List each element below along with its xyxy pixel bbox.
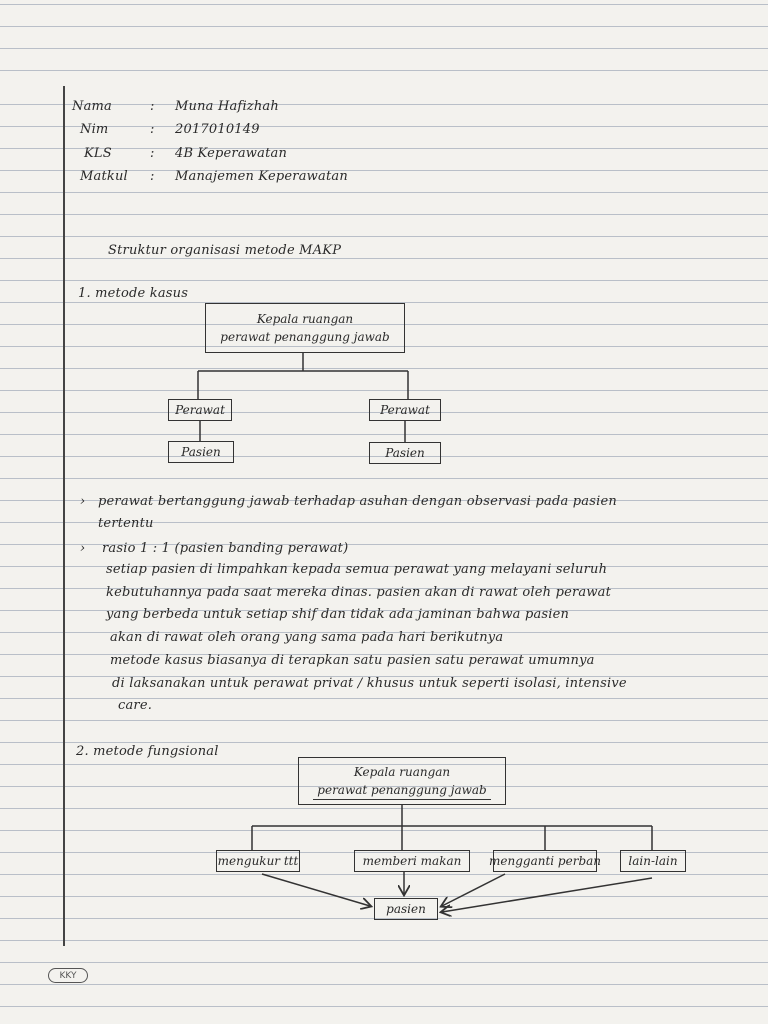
paragraph-line: setiap pasien di limpahkan kepada semua perawat yang melayani seluruh <box>106 562 608 577</box>
section1-patient-label: Pasien <box>385 446 425 460</box>
bullet-line: rasio 1 : 1 (pasien banding perawat) <box>102 541 349 556</box>
paragraph-line: akan di rawat oleh orang yang sama pada hari berikutnya <box>110 630 504 645</box>
section2-task-label: lain-lain <box>628 854 678 868</box>
section2-task-label: memberi makan <box>362 854 462 868</box>
section2-task-label: mengukur ttt <box>217 854 299 868</box>
bullet-line: tertentu <box>98 516 154 531</box>
bullet-mark: › <box>80 541 86 556</box>
paragraph-line: metode kasus biasanya di terapkan satu pasien satu perawat umumnya <box>110 653 595 668</box>
header-label-matkul: Matkul <box>80 169 128 184</box>
header-sep: : <box>150 169 155 184</box>
bullet-mark: › <box>80 494 86 509</box>
header-sep: : <box>150 99 155 114</box>
section2-head-line2: perawat penanggung jawab <box>313 781 490 800</box>
section1-nurse-label: Perawat <box>175 403 225 417</box>
section1-heading: 1. metode kasus <box>78 286 189 301</box>
header-value-kls: 4B Keperawatan <box>175 146 288 161</box>
arrow-line <box>442 874 505 906</box>
paragraph-line: yang berbeda untuk setiap shif dan tidak ada jaminan bahwa pasien <box>106 607 570 622</box>
header-label-kls: KLS <box>84 146 112 161</box>
header-label-nama: Nama <box>72 99 113 114</box>
section2-patient-label: pasien <box>386 902 426 916</box>
notebook-brand-badge: KKY <box>48 968 88 983</box>
arrow-line <box>262 874 370 906</box>
header-sep: : <box>150 146 155 161</box>
arrow-line <box>442 878 652 912</box>
page-title: Struktur organisasi metode MAKP <box>108 243 342 258</box>
header-value-nama: Muna Hafizhah <box>175 99 279 114</box>
paragraph-line: di laksanakan untuk perawat privat / khusus untuk seperti isolasi, intensive <box>112 676 627 691</box>
header-value-nim: 2017010149 <box>175 122 260 137</box>
section1-nurse-label: Perawat <box>380 403 430 417</box>
paragraph-line: care. <box>118 698 153 713</box>
section1-head-line2: perawat penanggung jawab <box>220 330 390 344</box>
paragraph-line: kebutuhannya pada saat mereka dinas. pasien akan di rawat oleh perawat <box>106 585 612 600</box>
header-sep: : <box>150 122 155 137</box>
bullet-line: perawat bertanggung jawab terhadap asuhan dengan observasi pada pasien <box>98 494 617 509</box>
header-value-matkul: Manajemen Keperawatan <box>175 169 348 184</box>
section2-task-label: mengganti perban <box>489 854 602 868</box>
section1-patient-label: Pasien <box>181 445 221 459</box>
section2-heading: 2. metode fungsional <box>76 744 219 759</box>
header-label-nim: Nim <box>80 122 109 137</box>
section1-head-line1: Kepala ruangan <box>256 312 354 326</box>
section2-head-line1: Kepala ruangan <box>353 764 451 779</box>
